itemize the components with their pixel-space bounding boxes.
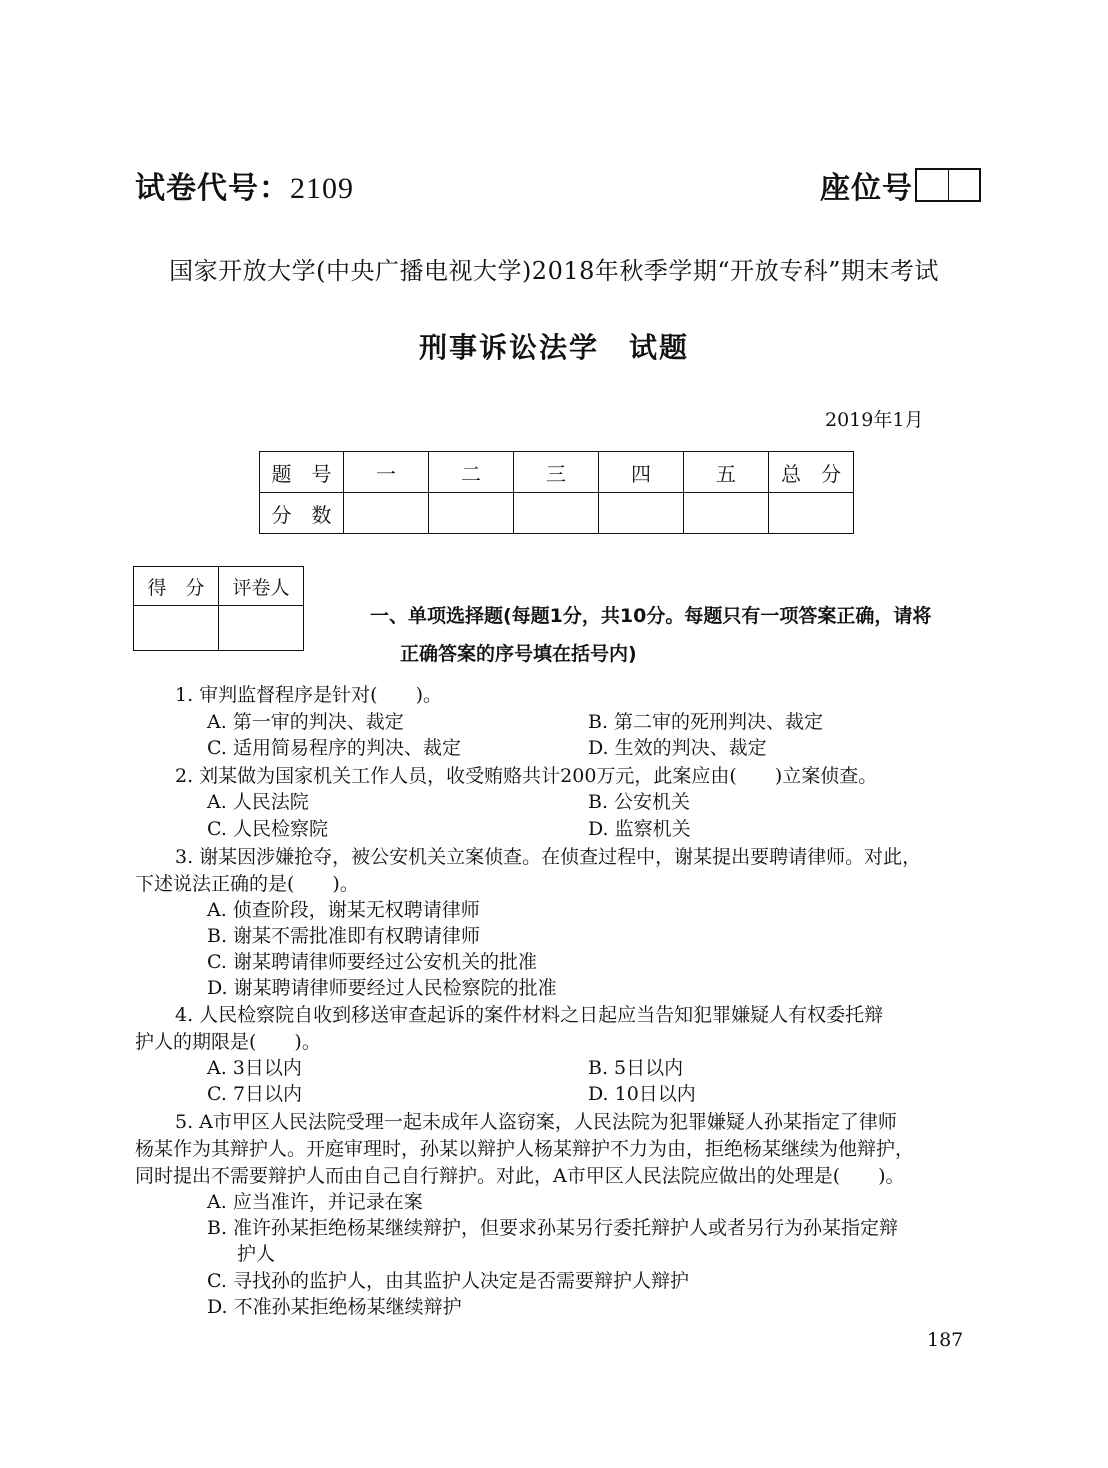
subject-title: 刑事诉讼法学 试题 (418, 331, 689, 364)
question-4-option-d: D. 10日以内 (588, 1083, 696, 1105)
question-3-option-c: C. 谢某聘请律师要经过公安机关的批准 (207, 951, 537, 973)
exam-title: 国家开放大学(中央广播电视大学)2018年秋季学期“开放专科”期末考试 (169, 257, 939, 285)
score-table-header-row (260, 452, 854, 493)
question-1-option-c: C. 适用简易程序的判决、裁定 (207, 737, 461, 759)
question-4-option-c: C. 7日以内 (207, 1083, 303, 1105)
column-3: 三 (514, 452, 599, 493)
question-1-option-a: A. 第一审的判决、裁定 (207, 711, 404, 733)
question-4-stem-line2: 护人的期限是( )。 (135, 1031, 321, 1053)
question-1-option-d: D. 生效的判决、裁定 (588, 737, 767, 759)
section-1-title-line2: 正确答案的序号填在括号内) (400, 643, 637, 665)
question-5-option-a: A. 应当准许，并记录在案 (207, 1191, 423, 1213)
row-header-question-number: 题 号 (260, 452, 344, 493)
paper-code-value: 2109 (290, 172, 354, 205)
page-number: 187 (927, 1329, 964, 1351)
column-2: 二 (429, 452, 514, 493)
score-cell (514, 493, 599, 534)
question-3-option-d: D. 谢某聘请律师要经过人民检察院的批准 (207, 977, 557, 999)
question-2-stem: 2. 刘某做为国家机关工作人员，收受贿赂共计200万元，此案应由( )立案侦查。 (175, 765, 878, 787)
score-cell (344, 493, 429, 534)
column-total: 总 分 (769, 452, 854, 493)
question-5-option-d: D. 不准孙某拒绝杨某继续辩护 (207, 1296, 462, 1318)
question-5-option-b-line2: 护人 (237, 1243, 276, 1265)
section-1-title-line1: 一、单项选择题(每题1分，共10分。每题只有一项答案正确，请将 (370, 605, 932, 627)
question-4-option-a: A. 3日以内 (207, 1057, 302, 1079)
question-2-option-a: A. 人民法院 (207, 791, 309, 813)
score-table-score-row (260, 493, 854, 534)
question-3-stem-line1: 3. 谢某因涉嫌抢夺，被公安机关立案侦查。在侦查过程中，谢某提出要聘请律师。对此， (175, 846, 922, 868)
seat-label: 座位号 (820, 171, 913, 206)
score-cell (429, 493, 514, 534)
question-5-option-b-line1: B. 准许孙某拒绝杨某继续辩护，但要求孙某另行委托辩护人或者另行为孙某指定辩 (207, 1217, 899, 1239)
grader-person-cell (219, 606, 304, 651)
question-3-option-b: B. 谢某不需批准即有权聘请律师 (207, 925, 481, 947)
question-2-option-d: D. 监察机关 (588, 818, 691, 840)
question-5-stem-line2: 杨某作为其辩护人。开庭审理时，孙某以辩护人杨某辩护不力为由，拒绝杨某继续为他辩护， (135, 1138, 915, 1160)
exam-date: 2019年1月 (825, 409, 924, 431)
seat-number-box (915, 168, 981, 202)
question-4-option-b: B. 5日以内 (588, 1057, 684, 1079)
question-1-option-b: B. 第二审的死刑判决、裁定 (588, 711, 824, 733)
question-3-stem-line2: 下述说法正确的是( )。 (135, 873, 359, 895)
section-1-heading (370, 597, 931, 673)
seat-number (820, 163, 981, 207)
question-2-option-c: C. 人民检察院 (207, 818, 328, 840)
column-1: 一 (344, 452, 429, 493)
question-3-option-a: A. 侦查阶段，谢某无权聘请律师 (207, 899, 480, 921)
question-1-stem: 1. 审判监督程序是针对( )。 (175, 684, 442, 706)
question-5-option-c: C. 寻找孙的监护人，由其监护人决定是否需要辩护人辩护 (207, 1270, 689, 1292)
column-4: 四 (599, 452, 684, 493)
score-cell (769, 493, 854, 534)
question-2-option-b: B. 公安机关 (588, 791, 691, 813)
question-5-stem-line1: 5. A市甲区人民法院受理一起未成年人盗窃案，人民法院为犯罪嫌疑人孙某指定了律师 (175, 1111, 897, 1133)
question-5-stem-line3: 同时提出不需要辩护人而由自己自行辩护。对此，A市甲区人民法院应做出的处理是( )。 (135, 1165, 905, 1187)
grader-table (133, 566, 304, 651)
row-header-score: 分 数 (260, 493, 344, 534)
column-5: 五 (684, 452, 769, 493)
grader-score-header: 得 分 (134, 567, 219, 606)
question-4-stem-line1: 4. 人民检察院自收到移送审查起诉的案件材料之日起应当告知犯罪嫌疑人有权委托辩 (175, 1004, 884, 1026)
paper-code (135, 163, 354, 207)
grader-score-cell (134, 606, 219, 651)
score-cell (599, 493, 684, 534)
grader-person-header: 评卷人 (219, 567, 304, 606)
score-cell (684, 493, 769, 534)
paper-code-label: 试卷代号： (135, 171, 290, 206)
score-table (259, 451, 854, 534)
